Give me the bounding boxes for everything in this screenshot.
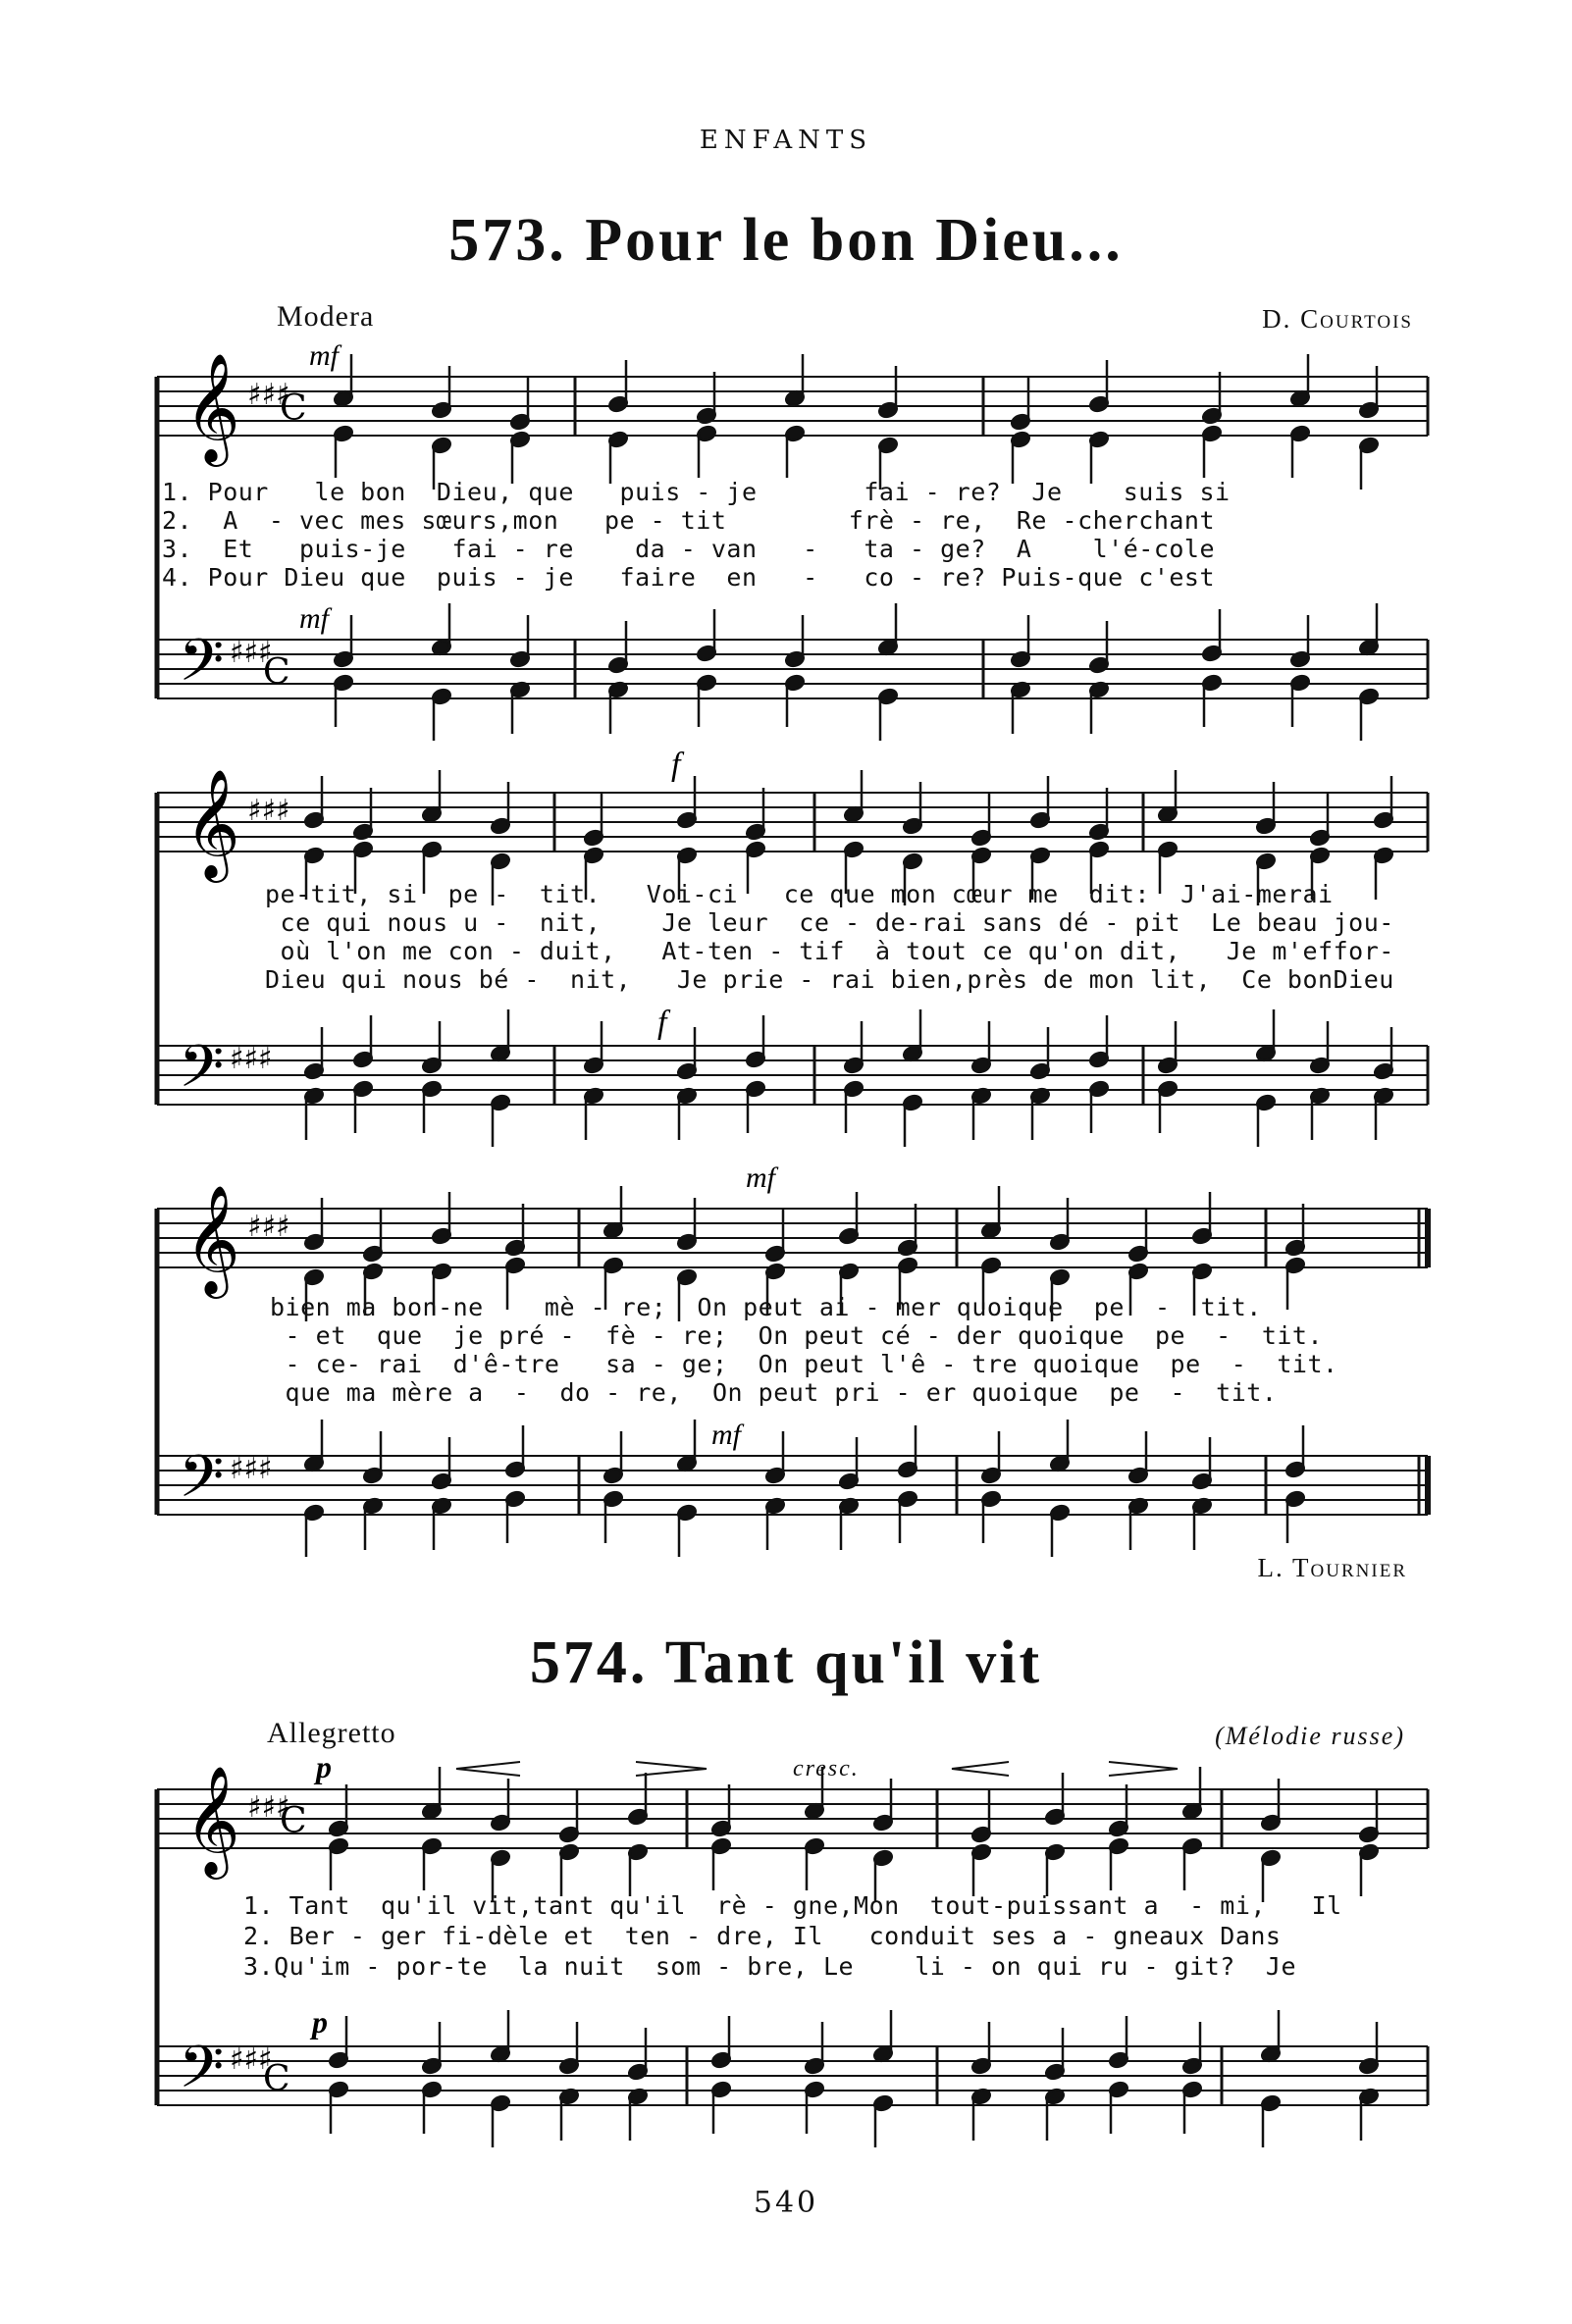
lyric-verse-4: Dieu qui nous bé - nit, Je prie - rai bien,près de mon lit, Ce bonDieu: [265, 965, 1394, 994]
dynamic-mf: mf: [299, 602, 329, 635]
svg-text:♯♯♯: ♯♯♯: [230, 1042, 273, 1076]
treble-clef-icon: 𝄞: [184, 1184, 240, 1294]
hymn-573-tempo: Modera: [277, 300, 375, 333]
hymn-574-title: 574. Tant qu'il vit: [529, 1629, 1043, 1696]
lyric-verse-1: 1. Pour le bon Dieu, que puis - je fai - re? Je suis si: [162, 478, 1231, 506]
treble-staff-3: [157, 1209, 1428, 1267]
bass-clef-icon: 𝄢: [179, 1442, 225, 1524]
lyric-verse-1: bien ma bon-ne mè - re; On peut ai - mer quoique pe - tit.: [270, 1293, 1262, 1321]
lyric-verse-2: - et que je pré - fè - re; On peut cé - der quoique pe - tit.: [270, 1321, 1324, 1350]
treble-clef-icon: 𝄞: [184, 1765, 240, 1875]
dynamic-f: f: [657, 1005, 667, 1041]
svg-text:♯♯♯: ♯♯♯: [230, 1452, 273, 1486]
lyric-verse-2: ce qui nous u - nit, Je leur ce - de-rai sans dé - pit Le beau jou-: [265, 908, 1394, 937]
lyric-verse-4: que ma mère a - do - re, On peut pri - er quoique pe - tit.: [270, 1378, 1278, 1407]
lyric-verse-3: 3. Et puis-je fai - re da - van - ta - ge? A l'é-cole: [162, 535, 1216, 563]
hymn-574-tempo: Allegretto: [267, 1717, 396, 1749]
bass-clef-icon: 𝄢: [179, 1032, 225, 1114]
lyrics-system-3: [270, 1293, 1536, 1411]
lyrics-system-1: [162, 478, 1428, 595]
lyric-verse-1: 1. Tant qu'il vit,tant qu'il rè - gne,Mon tout-puissant a - mi, Il: [243, 1891, 1342, 1920]
svg-text:C: C: [263, 652, 290, 693]
cresc-marking: cresc.: [793, 1756, 860, 1782]
dynamic-p: p: [316, 1749, 332, 1784]
treble-staff-2: [157, 793, 1428, 852]
svg-text:C: C: [280, 388, 307, 429]
page-number: 540: [753, 2186, 819, 2220]
bass-clef-icon: 𝄢: [179, 2033, 225, 2115]
dynamic-mf: mf: [309, 339, 339, 372]
lyric-verse-2: 2. A - vec mes sœurs,mon pe - tit frè - re, Re -cherchant: [162, 506, 1216, 535]
lyric-verse-1: pe-tit, si pe - tit. Voi-ci ce que mon cœur me dit: J'ai-merai: [265, 880, 1334, 908]
bass-staff-3: [157, 1456, 1428, 1515]
lyrics-system-2: [265, 880, 1531, 998]
hymn-574-origin: (Mélodie russe): [1215, 1722, 1405, 1750]
dynamic-p: p: [312, 2004, 328, 2040]
lyric-verse-2: 2. Ber - ger fi-dèle et ten - dre, Il conduit ses a - gneaux Dans: [243, 1922, 1282, 1950]
lyric-verse-4: 4. Pour Dieu que puis - je faire en - co - re? Puis-que c'est: [162, 563, 1216, 592]
svg-text:♯♯♯: ♯♯♯: [247, 1790, 290, 1825]
running-head: ENFANTS: [699, 126, 873, 155]
svg-text:C: C: [280, 1801, 307, 1841]
svg-text:♯♯♯: ♯♯♯: [247, 1210, 290, 1244]
treble-clef-icon: 𝄞: [184, 768, 240, 878]
dynamic-mf: mf: [711, 1419, 741, 1451]
hymn-573-composer: D. Courtois: [1262, 304, 1413, 334]
bass-clef-icon: 𝄢: [179, 626, 225, 708]
svg-text:♯♯♯: ♯♯♯: [247, 794, 290, 828]
bass-staff-2: [157, 1046, 1428, 1105]
lyric-verse-3: - ce- rai d'ê-tre sa - ge; On peut l'ê - tre quoique pe - tit.: [270, 1350, 1338, 1378]
lyrics-system-4: [243, 1891, 1509, 1989]
lyric-verse-3: 3.Qu'im - por-te la nuit som - bre, Le li - on qui ru - git? Je: [243, 1952, 1297, 1981]
svg-text:♯♯♯: ♯♯♯: [230, 2042, 273, 2077]
lyric-verse-3: où l'on me con - duit, At-ten - tif à tout ce qu'on dit, Je m'effor-: [265, 937, 1394, 965]
dynamic-mf: mf: [746, 1162, 775, 1194]
hymn-573-title: 573. Pour le bon Dieu...: [448, 207, 1124, 274]
svg-text:♯♯♯: ♯♯♯: [230, 636, 273, 670]
dynamic-f: f: [671, 747, 681, 783]
svg-text:♯♯♯: ♯♯♯: [247, 378, 290, 412]
svg-text:C: C: [263, 2059, 290, 2099]
treble-clef-icon: 𝄞: [184, 352, 240, 462]
hymn-573-arranger: L. Tournier: [1257, 1553, 1407, 1582]
